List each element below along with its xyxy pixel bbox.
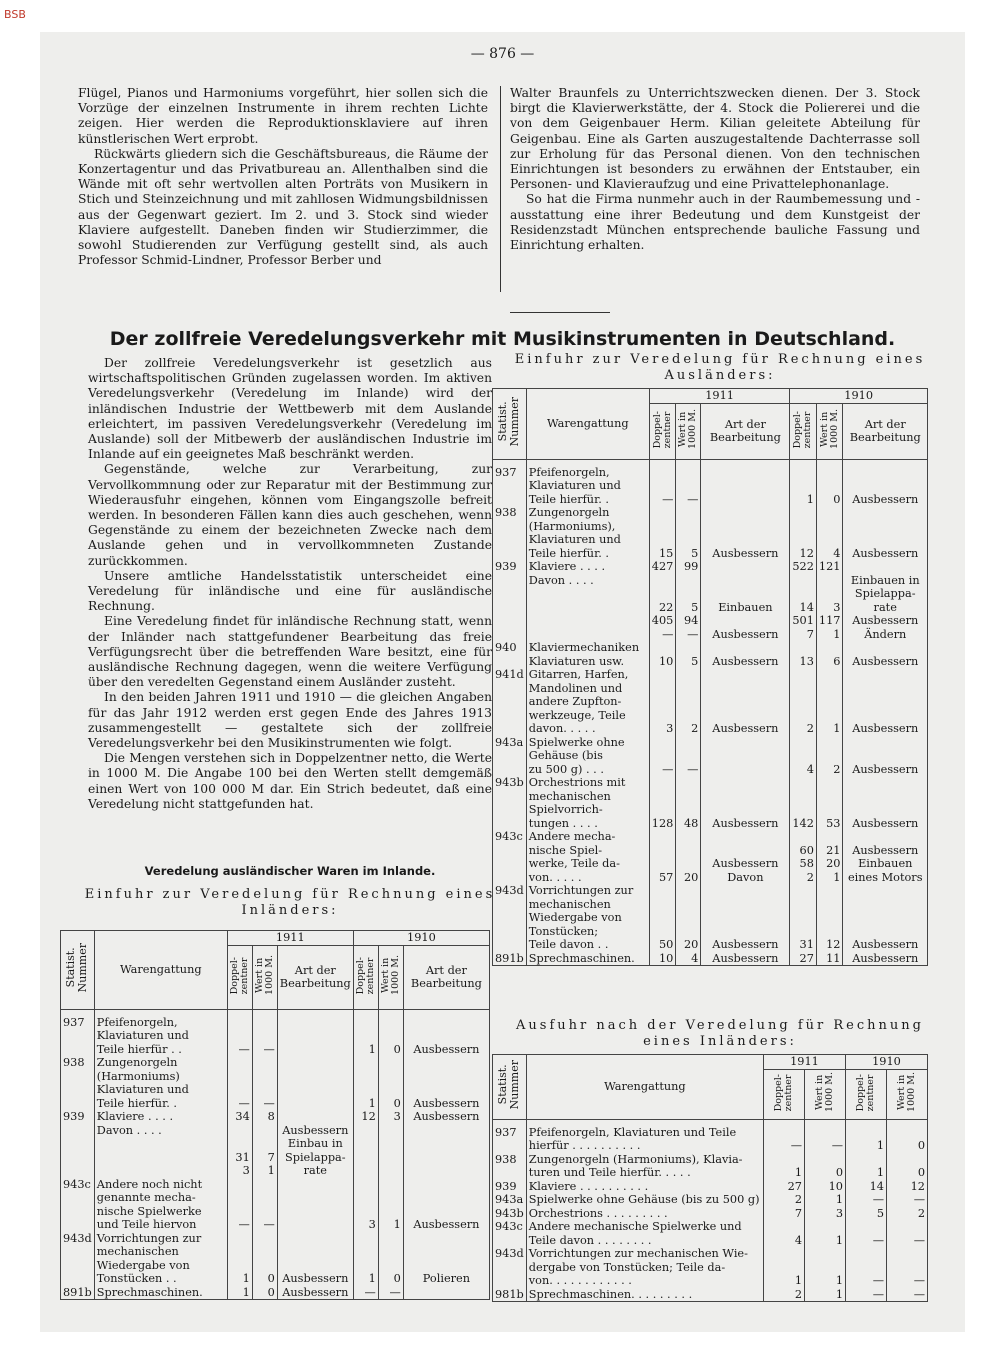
- table-cell: —: [887, 1288, 928, 1302]
- table-cell: Ausbessern: [843, 736, 928, 777]
- table-cell: —: [676, 736, 701, 777]
- table-cell: Zungenorgeln (Harmoniums), Klavia- turen und Teile hierfür. . . . .: [526, 1153, 763, 1180]
- table-cell: Ausbessern: [843, 952, 928, 966]
- table-cell: 22: [649, 574, 676, 615]
- table-cell: —: [676, 459, 701, 506]
- table-cell: 943b: [493, 1207, 527, 1221]
- table-cell: —: [887, 1220, 928, 1247]
- table-cell: 891b: [61, 1286, 95, 1300]
- table-cell: Zungenorgeln (Harmoniums) Klaviaturen und Teile hierfür. .: [94, 1056, 227, 1110]
- table-cell: 2: [816, 736, 843, 777]
- table-cell: 940: [493, 641, 527, 668]
- table-cell: 60 58 2: [790, 830, 817, 884]
- table-cell: Vorrichtungen zur mechanischen Wie- dergabe von Tonstücken; Teile da- von. . . . . . . . . . . .: [526, 1247, 763, 1288]
- table-cell: 1: [805, 1247, 846, 1288]
- table-row: [61, 1286, 490, 1300]
- table-cell: 0: [378, 1009, 403, 1056]
- table-row: [493, 574, 928, 615]
- table-cell: 0: [816, 459, 843, 506]
- table-cell: 943c: [493, 830, 527, 884]
- table-row: [493, 776, 928, 830]
- table-cell: 1: [353, 1232, 378, 1286]
- table-cell: 1: [227, 1232, 252, 1286]
- table-cell: —: [846, 1247, 887, 1288]
- table-cell: 27: [790, 952, 817, 966]
- table-cell: Ausbessern: [843, 506, 928, 560]
- table-cell: 3: [378, 1110, 403, 1124]
- table-cell: 50: [649, 884, 676, 952]
- table-cell: 939: [493, 560, 527, 574]
- table-cell: [526, 614, 649, 641]
- table-cell: 10: [649, 952, 676, 966]
- table-cell: 14: [846, 1180, 887, 1194]
- paragraph: In den beiden Jahren 1911 und 1910 — die gleichen Angaben für das Jahr 1912 werden erst gegen Ende des Jahres 1913 zusammengestellt — gestaltete sich der zollfreie Veredelungsverkehr bei den Musikinstrumenten wie folgt.: [88, 690, 492, 751]
- table-cell: Ausbessern Einbauen eines Motors: [843, 830, 928, 884]
- table-row: [493, 736, 928, 777]
- table-cell: 34: [227, 1110, 252, 1124]
- table-cell: [403, 1286, 489, 1300]
- table-cell: 12: [790, 506, 817, 560]
- col-1910: 1910: [353, 931, 489, 946]
- table-cell: 0: [252, 1232, 277, 1286]
- table-cell: Orchestrions . . . . . . . . .: [526, 1207, 763, 1221]
- table-cell: Einbauen: [701, 574, 790, 615]
- table-cell: 943d: [493, 884, 527, 952]
- table-cell: 3: [816, 574, 843, 615]
- table-cell: Sprechmaschinen.: [94, 1286, 227, 1300]
- table-cell: 117 1: [816, 614, 843, 641]
- table-row: [493, 1119, 928, 1153]
- table-cell: Andere mecha- nische Spiel- werke, Teile da- von. . . . .: [526, 830, 649, 884]
- table3-caption: Ausfuhr nach der Veredelung für Rechnung eines Inländers:: [516, 1018, 924, 1049]
- table-row: [493, 1207, 928, 1221]
- table-row: [493, 1153, 928, 1180]
- table-cell: 937: [493, 459, 527, 506]
- table-cell: [61, 1124, 95, 1178]
- table-cell: 891b: [493, 952, 527, 966]
- table-cell: —: [764, 1119, 805, 1153]
- table-cell: 12: [816, 884, 843, 952]
- table-cell: [403, 1124, 489, 1178]
- paragraph: Walter Braunfels zu Unterrichtszwecken dienen. Der 3. Stock birgt die Klavierwerkstätte, der 4. Stock die Poliererei und die von dem Geigenbauer Herm. Kilian geleitete Abteilung für Geigenbau. Eine als Garten auszugestaltende Dachterrasse soll zur Erholung für das Personal dienen. Von den technischen Einrichtungen ist besonders zu erwähnen der Entstauber, ein Personen- und Klavieraufzug und eine Privattelephonanlage.: [510, 86, 920, 192]
- table-cell: Pfeifenorgeln, Klaviaturen und Teile hierfür . . . . . . . . . .: [526, 1119, 763, 1153]
- col-warengattung: Warengattung: [94, 931, 227, 1010]
- table-cell: 1: [816, 668, 843, 736]
- table-cell: 3: [353, 1178, 378, 1232]
- table-cell: 1: [805, 1193, 846, 1207]
- table-cell: [277, 1009, 353, 1056]
- table-row: [493, 1247, 928, 1288]
- table-cell: Andere mechanische Spielwerke und Teile davon . . . . . . . .: [526, 1220, 763, 1247]
- table-cell: [493, 574, 527, 615]
- table-cell: Ausbessern Ändern: [843, 614, 928, 641]
- table-cell: Ausbessern: [843, 668, 928, 736]
- table-cell: Klaviere . . . . . . . . . .: [526, 1180, 763, 1194]
- table-cell: [277, 1178, 353, 1232]
- table-cell: 1: [353, 1056, 378, 1110]
- table-cell: Ausbessern: [277, 1286, 353, 1300]
- table-row: [61, 1178, 490, 1232]
- table-cell: 939: [61, 1110, 95, 1124]
- table-cell: 27: [764, 1180, 805, 1194]
- table-cell: [277, 1056, 353, 1110]
- table-cell: Ausbessern: [843, 459, 928, 506]
- table-row: [493, 459, 928, 506]
- table-cell: 1: [805, 1220, 846, 1247]
- table-cell: Ausbessern: [403, 1056, 489, 1110]
- table-cell: [493, 614, 527, 641]
- table-cell: 2: [676, 668, 701, 736]
- table-cell: Ausbessern: [701, 506, 790, 560]
- table-cell: Orchestrions mit mechanischen Spielvorrich- tungen . . . .: [526, 776, 649, 830]
- table-cell: Sprechmaschinen. . . . . . . . .: [526, 1288, 763, 1302]
- table-cell: 12: [353, 1110, 378, 1124]
- table-cell: —: [805, 1119, 846, 1153]
- table-cell: Vorrichtungen zur mechanischen Wiedergabe von Tonstücken; Teile davon . .: [526, 884, 649, 952]
- table-cell: Sprechmaschinen.: [526, 952, 649, 966]
- table-cell: 5: [676, 641, 701, 668]
- table-cell: 943c: [493, 1220, 527, 1247]
- table-cell: 405 —: [649, 614, 676, 641]
- table-cell: 53: [816, 776, 843, 830]
- table-cell: 1: [790, 459, 817, 506]
- table-cell: —: [378, 1286, 403, 1300]
- table-cell: Klaviermechaniken Klaviaturen usw.: [526, 641, 649, 668]
- table-cell: —: [846, 1288, 887, 1302]
- table-row: [493, 614, 928, 641]
- table-cell: Ausbessern: [701, 776, 790, 830]
- table-cell: 2: [764, 1288, 805, 1302]
- table-cell: —: [887, 1193, 928, 1207]
- table-cell: 10: [805, 1180, 846, 1194]
- table-cell: —: [252, 1056, 277, 1110]
- table-inland-import: Statist. Nummer Warengattung 1911 1910 Doppel- zentner Wert in 1000 M. Art der Bearbeitung Doppel- zentner Wert in 1000 M. Art der Bearbeitung 937 Pfeifenorgeln, Klaviaturen und Teile hierfür . . — — 1 0 Ausbessern 938 Zungenorgeln (Harmoniums) Klaviaturen und Teile hierfür. . — — 1 0 Ausbessern 939 Klaviere . . . . 34 8 12 3 Ausbessern Davon . . . . 31 3 7 1 Ausbessern Einbau in Spielappa- rate 943c Andere noch nicht genannte mecha- nische Spielwerke und Teile hiervon — — 3 1 Ausbessern 943d Vorrichtungen zur mechanischen Wiedergabe von Tonstücken . . 1 0 Ausbessern 1 0 Polieren 891b Sprechmaschinen. 1 0 Ausbessern — —: [60, 930, 490, 1300]
- table-cell: 1: [378, 1178, 403, 1232]
- table-cell: Pfeifenorgeln, Klaviaturen und Teile hierfür. .: [526, 459, 649, 506]
- table-cell: 20: [676, 830, 701, 884]
- table-cell: 943a: [493, 1193, 527, 1207]
- table-cell: Andere noch nicht genannte mecha- nische Spielwerke und Teile hiervon: [94, 1178, 227, 1232]
- table-row: [493, 830, 928, 884]
- table-cell: 4: [676, 952, 701, 966]
- table-cell: 0: [887, 1153, 928, 1180]
- table-cell: [353, 1124, 378, 1178]
- table-cell: 0: [378, 1232, 403, 1286]
- table-cell: 0: [805, 1153, 846, 1180]
- table-cell: —: [227, 1056, 252, 1110]
- table-cell: —: [649, 459, 676, 506]
- table-cell: 941d: [493, 668, 527, 736]
- table-cell: 4: [816, 506, 843, 560]
- table-cell: 128: [649, 776, 676, 830]
- table-cell: 427: [649, 560, 676, 574]
- table-cell: 1: [764, 1153, 805, 1180]
- table-cell: Davon . . . .: [526, 574, 649, 615]
- table-cell: Ausbessern: [843, 884, 928, 952]
- table-cell: 939: [493, 1180, 527, 1194]
- table-cell: 4: [764, 1220, 805, 1247]
- table-cell: Ausbessern: [701, 668, 790, 736]
- page: [40, 32, 965, 1332]
- table-cell: 2: [887, 1207, 928, 1221]
- paragraph: Der zollfreie Veredelungsverkehr ist gesetzlich aus wirtschaftspolitischen Gründen zugelassen worden. Im aktiven Veredelungsverkehr (Veredelung im Inlande) wird der inländischen Industrie der Wettbewerb mit dem Auslande erleichtert, im passiven Veredelungsverkehr (Veredelung im Auslande) soll der Mitbewerb der ausländischen Industrie im Inlande auf ein geeignetes Maß beschränkt werden.: [88, 356, 492, 462]
- table-cell: 1: [764, 1247, 805, 1288]
- table-cell: [701, 736, 790, 777]
- table-cell: 938: [493, 506, 527, 560]
- table-row: [493, 1180, 928, 1194]
- table-cell: Ausbessern: [843, 641, 928, 668]
- paragraph: Gegenstände, welche zur Verarbeitung, zur Vervollkommnung oder zur Reparatur mit der Bestimmung zur Wiederausfuhr eingehen, können vom Eingangszolle befreit werden. In besonderen Fällen kann dies auch geschehen, wenn Gegenstände zu einem der bezeichneten Zwecke nach dem Auslande gehen und in vervollkommneten Zustande zurückkommen.: [88, 462, 492, 568]
- table-cell: 0: [378, 1056, 403, 1110]
- paragraph: Unsere amtliche Handelsstatistik unterscheidet eine Veredelung für inländische und eine für ausländische Rechnung.: [88, 568, 492, 614]
- table-cell: —: [252, 1178, 277, 1232]
- table-cell: 943a: [493, 736, 527, 777]
- article-text: [88, 356, 492, 812]
- table-cell: Ausbessern Davon: [701, 830, 790, 884]
- table-cell: 6: [816, 641, 843, 668]
- table-cell: 0: [887, 1119, 928, 1153]
- table-cell: Spielwerke ohne Gehäuse (bis zu 500 g): [526, 1193, 763, 1207]
- table-row: [493, 506, 928, 560]
- table-cell: Gitarren, Harfen, Mandolinen und andere Zupfton- werkzeuge, Teile davon. . . . .: [526, 668, 649, 736]
- table-cell: 31 3: [227, 1124, 252, 1178]
- table-cell: 943c: [61, 1178, 95, 1232]
- table-cell: 13: [790, 641, 817, 668]
- table-cell: 5: [676, 574, 701, 615]
- table-cell: 99: [676, 560, 701, 574]
- table-cell: Ausbessern: [403, 1110, 489, 1124]
- table-cell: 522: [790, 560, 817, 574]
- table-cell: 943b: [493, 776, 527, 830]
- table-cell: 981b: [493, 1288, 527, 1302]
- table-row: [61, 1110, 490, 1124]
- table-cell: 142: [790, 776, 817, 830]
- table-cell: —: [227, 1178, 252, 1232]
- table-row: [493, 668, 928, 736]
- table-cell: Ausbessern Einbau in Spielappa- rate: [277, 1124, 353, 1178]
- table-cell: 501 7: [790, 614, 817, 641]
- column-divider: [500, 86, 501, 292]
- table-cell: 94 —: [676, 614, 701, 641]
- table-cell: Pfeifenorgeln, Klaviaturen und Teile hierfür . .: [94, 1009, 227, 1056]
- table-cell: 5: [676, 506, 701, 560]
- table-cell: —: [846, 1220, 887, 1247]
- table-cell: —: [227, 1009, 252, 1056]
- paragraph: Die Mengen verstehen sich in Doppelzentner netto, die Werte in 1000 M. Die Angabe 100 bei den Werten stellt demgemäß einen Wert von 100 000 M dar. Ein Strich bedeutet, daß eine Veredelung nicht stattgefunden hat.: [88, 751, 492, 811]
- table-cell: 57: [649, 830, 676, 884]
- table-cell: 48: [676, 776, 701, 830]
- table-cell: Klaviere . . . .: [526, 560, 649, 574]
- table-cell: 12: [887, 1180, 928, 1194]
- table-cell: 2: [764, 1193, 805, 1207]
- table-cell: Ausbessern: [403, 1009, 489, 1056]
- table-cell: Spielwerke ohne Gehäuse (bis zu 500 g) . . .: [526, 736, 649, 777]
- table-row: [61, 1124, 490, 1178]
- paragraph: Flügel, Pianos und Harmoniums vorgeführt, hier sollen sich die Vorzüge der einzelnen Instrumente in ihrem rechten Lichte zeigen. Hier werden die Reproduktionsklaviere auf ihren künstlerischen Wert erprobt.: [78, 86, 488, 146]
- table-cell: 1: [353, 1009, 378, 1056]
- table2-caption: Einfuhr zur Veredelung für Rechnung eines Ausländers:: [514, 352, 926, 383]
- table-row: [493, 560, 928, 574]
- table-row: [493, 1288, 928, 1302]
- table-cell: 1: [846, 1119, 887, 1153]
- table-row: [493, 1220, 928, 1247]
- table-cell: 0: [252, 1286, 277, 1300]
- table-cell: —: [887, 1247, 928, 1288]
- table-row: [61, 1232, 490, 1286]
- table-cell: Ausbessern: [403, 1178, 489, 1232]
- table-cell: 943d: [493, 1247, 527, 1288]
- table-row: [493, 641, 928, 668]
- table-cell: 31: [790, 884, 817, 952]
- table-cell: Klaviere . . . .: [94, 1110, 227, 1124]
- table-foreign-import: Statist. Nummer Warengattung 1911 1910 Doppel- zentner Wert in 1000 M. Art der Bearbeitung Doppel- zentner Wert in 1000 M. Art der Bearbeitung 937 Pfeifenorgeln, Klaviaturen und Teile hierfür. . — — 1 0 Ausbessern 938 Zungenorgeln (Harmoniums), Klaviaturen und Teile hierfür. . 15 5 Ausbessern 12 4 Ausbessern 939 Klaviere . . . . 427 99 522 121 Davon . . . . 22 5 Einbauen 14 3 Einbauen in Spielappa- rate 405 — 94 — Ausbessern 501 7 117 1 Ausbessern Ändern 940 Klaviermechaniken Klaviaturen usw. 10 5 Ausbessern 13 6 Ausbessern 941d Gitarren, Harfen, Mandolinen und andere Zupfton- werkzeuge, Teile davon. . . . . 3 2 Ausbessern 2 1 Ausbessern 943a Spielwerke ohne Gehäuse (bis zu 500 g) . . . — — 4 2 Ausbessern 943b Orchestrions mit mechanischen Spielvorrich- tungen . . . . 128 48 Ausbessern 142 53 Ausbessern 943c Andere mecha- nische Spiel- werke, Teile da- von. . . . . 57 20 Ausbessern Davon 60 58 2 21 20 1 Ausbessern Einbauen eines Motors 943d Vorrichtungen zur mechanischen Wiedergabe von Tonstücken; Teile davon . . 50 20 Ausbessern 31 12 Ausbessern 891b Sprechmaschinen. 10 4 Ausbessern 27 11 Ausbessern: [492, 388, 928, 966]
- table-cell: Vorrichtungen zur mechanischen Wiedergabe von Tonstücken . .: [94, 1232, 227, 1286]
- table-cell: Ausbessern: [277, 1232, 353, 1286]
- top-right-column: [510, 86, 920, 253]
- table-cell: 121: [816, 560, 843, 574]
- table-cell: Einbauen in Spielappa- rate: [843, 574, 928, 615]
- table-cell: Davon . . . .: [94, 1124, 227, 1178]
- table-cell: Ausbessern: [701, 884, 790, 952]
- table-cell: 1: [805, 1288, 846, 1302]
- table-cell: 8: [252, 1110, 277, 1124]
- table-cell: 7 1: [252, 1124, 277, 1178]
- table-cell: Ausbessern: [701, 641, 790, 668]
- paragraph: Rückwärts gliedern sich die Geschäftsbureaus, die Räume der Konzertagentur und das Privatbureau an. Allenthalben sind die Wände mit oft sehr wertvollen alten Porträts von Musikern in Stich und Steinzeichnung und mit zahllosen Widmungsbildnissen aus der Gegenwart geziert. Im 2. und 3. Stock sind wieder Klaviere aufgestellt. Daneben finden wir Studierzimmer, die sowohl Studierenden zur Verfügung gestellt sind, als auch Professor Schmid-Lindner, Professor Berber und: [78, 146, 488, 268]
- table-cell: —: [252, 1009, 277, 1056]
- page-number: — 876 —: [470, 46, 535, 62]
- table-row: [61, 1056, 490, 1110]
- table-row: [493, 1193, 928, 1207]
- table-cell: 1: [227, 1286, 252, 1300]
- table-cell: 3: [805, 1207, 846, 1221]
- table-cell: —: [649, 736, 676, 777]
- table-row: [61, 1009, 490, 1056]
- table-cell: Zungenorgeln (Harmoniums), Klaviaturen und Teile hierfür. .: [526, 506, 649, 560]
- table-cell: 7: [764, 1207, 805, 1221]
- article-headline: Der zollfreie Veredelungsverkehr mit Musikinstrumenten in Deutschland.: [109, 328, 896, 350]
- table-cell: Ausbessern: [843, 776, 928, 830]
- table-cell: 943d: [61, 1232, 95, 1286]
- table-cell: 4: [790, 736, 817, 777]
- table-cell: 10: [649, 641, 676, 668]
- table-cell: 20: [676, 884, 701, 952]
- table-cell: —: [353, 1286, 378, 1300]
- table-cell: 938: [493, 1153, 527, 1180]
- table-cell: [843, 560, 928, 574]
- paragraph: Eine Veredelung findet für inländische Rechnung statt, wenn der Inländer nach stattgefundener Bearbeitung das freie Verfügungsrecht über die betreffenden Ware besitzt, eine für ausländische Rechnung dagegen, wenn die weitere Verfügung über den veredelten Gegenstand einem Ausländer zusteht.: [88, 614, 492, 690]
- table-row: [493, 884, 928, 952]
- table-cell: 15: [649, 506, 676, 560]
- table-cell: Ausbessern: [701, 952, 790, 966]
- table-inland-export: Statist. Nummer Warengattung 1911 1910 Doppel- zentner Wert in 1000 M. Doppel- zentner Wert in 1000 M. 937 Pfeifenorgeln, Klaviaturen und Teile hierfür . . . . . . . . . . — — 1 0 938 Zungenorgeln (Harmoniums), Klavia- turen und Teile hierfür. . . . . 1 0 1 0 939 Klaviere . . . . . . . . . . 27 10 14 12 943a Spielwerke ohne Gehäuse (bis zu 500 g) 2 1 — — 943b Orchestrions . . . . . . . . . 7 3 5 2 943c Andere mechanische Spielwerke und Teile davon . . . . . . . . 4 1 — — 943d Vorrichtungen zur mechanischen Wie- dergabe von Tonstücken; Teile da- von. . . . . . . . . . . . 1 1 — — 981b Sprechmaschinen. . . . . . . . . 2 1 — —: [492, 1054, 928, 1302]
- table-cell: Polieren: [403, 1232, 489, 1286]
- table-cell: 937: [61, 1009, 95, 1056]
- table-cell: 14: [790, 574, 817, 615]
- table-cell: 938: [61, 1056, 95, 1110]
- table-cell: —: [846, 1193, 887, 1207]
- col-1911: 1911: [227, 931, 353, 946]
- table-cell: 2: [790, 668, 817, 736]
- table-row: [493, 952, 928, 966]
- table-cell: 11: [816, 952, 843, 966]
- watermark: BSB: [4, 8, 26, 21]
- table-cell: 937: [493, 1119, 527, 1153]
- top-left-column: [78, 86, 488, 268]
- table-cell: [378, 1124, 403, 1178]
- table-cell: [701, 459, 790, 506]
- paragraph: So hat die Firma nunmehr auch in der Raumbemessung und -ausstattung eine ihrer Bedeutung und dem Kunstgeist der Residenzstadt München entsprechende bauliche Fassung und Einrichtung erhalten.: [510, 192, 920, 253]
- table-cell: 1: [846, 1153, 887, 1180]
- col-statist: Statist. Nummer: [61, 931, 95, 1010]
- table-cell: Ausbessern: [701, 614, 790, 641]
- table-cell: [277, 1110, 353, 1124]
- table-cell: 21 20 1: [816, 830, 843, 884]
- section-rule: [510, 312, 610, 313]
- table-cell: 5: [846, 1207, 887, 1221]
- section-heading: Veredelung ausländischer Waren im Inlande.: [144, 864, 436, 878]
- table-cell: [701, 560, 790, 574]
- table-cell: 3: [649, 668, 676, 736]
- table1-caption: Einfuhr zur Veredelung für Rechnung eines Inländers:: [84, 887, 496, 918]
